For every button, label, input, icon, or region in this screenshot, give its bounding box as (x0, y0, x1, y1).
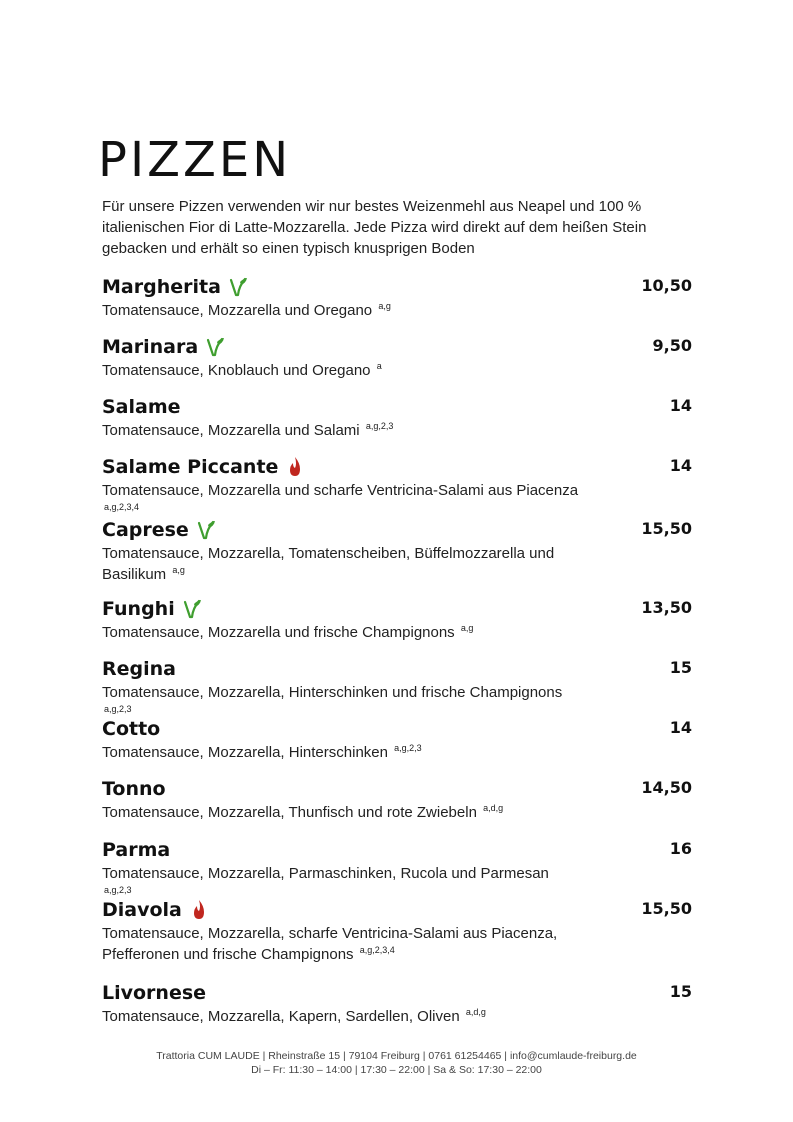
item-price: 10,50 (641, 276, 692, 295)
item-price: 14 (669, 718, 692, 737)
menu-item (102, 596, 692, 643)
menu-item (102, 716, 692, 763)
allergen-codes: a,d,g (483, 803, 504, 813)
item-name-text: Salame Piccante (102, 456, 279, 478)
allergen-codes: a,g,2,3 (394, 743, 422, 753)
item-description (102, 420, 582, 441)
allergen-codes: a (376, 361, 382, 371)
item-ingredients: Tomatensauce, Mozzarella, Hinterschinken (102, 744, 388, 761)
item-description (102, 742, 582, 763)
allergen-codes: a,g (378, 301, 391, 311)
allergen-codes: a,d,g (465, 1007, 486, 1017)
item-price: 15,50 (641, 899, 692, 918)
item-ingredients: Tomatensauce, Knoblauch und Oregano (102, 362, 371, 379)
item-price: 14,50 (641, 778, 692, 797)
vegetarian-icon (196, 519, 216, 541)
menu-item (102, 517, 692, 585)
item-name (102, 837, 170, 863)
item-ingredients: Tomatensauce, Mozzarella, Hinterschinken und frische Champignons (102, 684, 563, 701)
allergen-codes: a,g,2,3,4 (359, 945, 395, 955)
item-name (102, 334, 225, 360)
allergen-codes: a,g,2,3,4 (104, 502, 140, 512)
item-name-text: Margherita (102, 276, 221, 298)
footer (0, 1049, 793, 1077)
item-name (102, 776, 166, 802)
allergen-codes: a,g,2,3 (104, 704, 132, 714)
item-name (102, 454, 305, 480)
item-price: 13,50 (641, 598, 692, 617)
item-name-text: Parma (102, 839, 171, 861)
item-name (102, 394, 181, 420)
item-ingredients: Tomatensauce, Mozzarella und frische Champignons (102, 624, 455, 641)
item-ingredients: Tomatensauce, Mozzarella, scharfe Ventricina-Salami aus Piacenza, Pfefferonen und frische Champignons (102, 925, 558, 963)
item-price: 15 (669, 658, 692, 677)
item-description (102, 543, 582, 585)
item-price: 9,50 (652, 336, 692, 355)
item-description (102, 802, 582, 823)
item-name-text: Tonno (102, 778, 166, 800)
item-name-text: Livornese (102, 982, 207, 1004)
item-name-text: Funghi (102, 598, 175, 620)
item-ingredients: Tomatensauce, Mozzarella und scharfe Ventricina-Salami aus Piacenza (102, 482, 579, 499)
item-name (102, 274, 248, 300)
spicy-icon (189, 899, 209, 921)
item-name (102, 596, 202, 622)
item-ingredients: Tomatensauce, Mozzarella und Oregano (102, 302, 373, 319)
item-ingredients: Tomatensauce, Mozzarella, Kapern, Sardellen, Oliven (102, 1008, 460, 1025)
menu-item (102, 776, 692, 823)
item-ingredients: Tomatensauce, Mozzarella und Salami (102, 422, 360, 439)
item-description (102, 923, 582, 965)
item-price: 14 (669, 456, 692, 475)
item-price: 15,50 (641, 519, 692, 538)
menu-item (102, 837, 692, 905)
item-name-text: Salame (102, 396, 181, 418)
vegetarian-icon (182, 598, 202, 620)
item-name (102, 716, 160, 742)
footer-hours: Di – Fr: 11:30 – 14:00 | 17:30 – 22:00 | Sa & So: 17:30 – 22:00 (251, 1064, 542, 1076)
allergen-codes: a,g,2,3 (104, 885, 132, 895)
vegetarian-icon (205, 336, 225, 358)
item-ingredients: Tomatensauce, Mozzarella, Thunfisch und rote Zwiebeln (102, 804, 477, 821)
menu-item (102, 274, 692, 321)
item-description (102, 1006, 582, 1027)
item-price: 15 (669, 982, 692, 1001)
item-name-text: Cotto (102, 718, 161, 740)
intro-text: Für unsere Pizzen verwenden wir nur bestes Weizenmehl aus Neapel und 100 % italienischen Fior di Latte-Mozzarella. Jede Pizza wird direkt auf dem heißen Stein gebacken und erhält so einen typisch knusprigen Boden (102, 198, 647, 257)
menu-item (102, 334, 692, 381)
item-name (102, 656, 176, 682)
item-description (102, 360, 582, 381)
item-ingredients: Tomatensauce, Mozzarella, Tomatenscheiben, Büffelmozzarella und Basilikum (102, 545, 555, 583)
item-name (102, 517, 216, 543)
menu-item (102, 897, 692, 965)
allergen-codes: a,g (460, 623, 474, 633)
spicy-icon (285, 456, 305, 478)
menu-item (102, 394, 692, 441)
item-price: 14 (669, 396, 692, 415)
item-description (102, 480, 582, 522)
item-price: 16 (669, 839, 692, 858)
footer-contact: Trattoria CUM LAUDE | Rheinstraße 15 | 79104 Freiburg | 0761 61254465 | info@cumlaude-freiburg.de (156, 1050, 637, 1062)
item-name (102, 897, 209, 923)
vegetarian-icon (228, 276, 248, 298)
item-name-text: Regina (102, 658, 176, 680)
menu-item (102, 656, 692, 724)
menu-item (102, 454, 692, 522)
item-name-text: Diavola (102, 899, 182, 921)
item-name (102, 980, 206, 1006)
allergen-codes: a,g,2,3 (365, 421, 394, 431)
item-name-text: Marinara (102, 336, 199, 358)
item-name-text: Caprese (102, 519, 189, 541)
allergen-codes: a,g (172, 565, 185, 575)
page-title: PIZZEN (98, 132, 292, 189)
item-description (102, 622, 582, 643)
item-ingredients: Tomatensauce, Mozzarella, Parmaschinken, Rucola und Parmesan (102, 865, 549, 882)
item-description (102, 300, 582, 321)
menu-item (102, 980, 692, 1027)
